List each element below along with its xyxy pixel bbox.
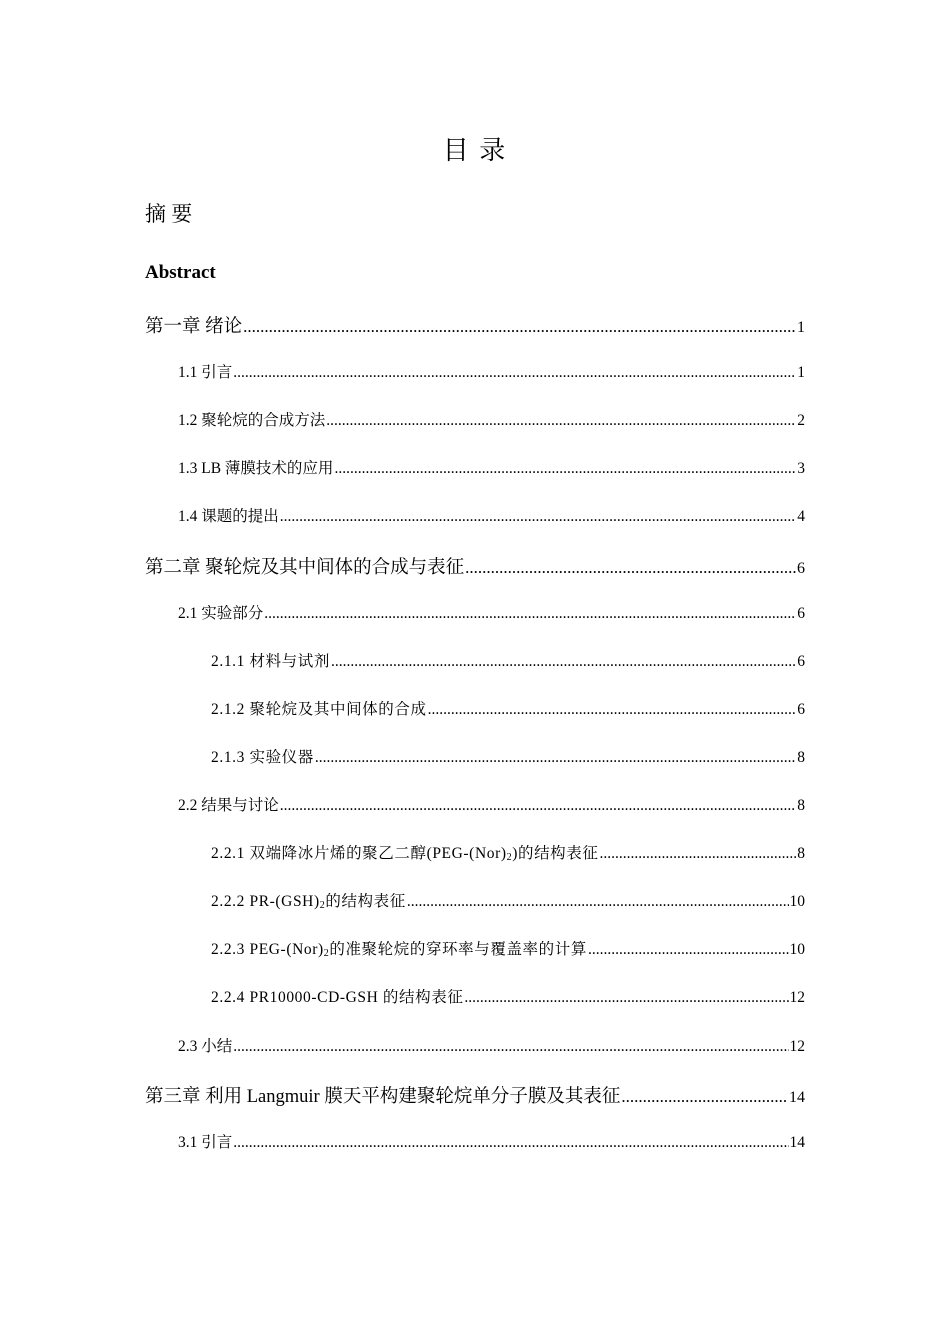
toc-leader-dots (465, 558, 796, 578)
toc-leader-dots (264, 605, 796, 623)
toc-leader-dots (428, 701, 797, 719)
toc-entry-label: 1.3 LB 薄膜技术的应用 (178, 460, 334, 478)
toc-entry-label: 1.1 引言 (178, 364, 233, 382)
toc-entry-page: 8 (797, 748, 805, 766)
toc-entry-label: 2.1 实验部分 (178, 604, 264, 622)
toc-entry-label: 2.1.1 材料与试剂 (211, 652, 330, 670)
toc-entry[interactable] (178, 456, 805, 478)
toc-entry-label: 第二章 聚轮烷及其中间体的合成与表征 (145, 557, 465, 578)
toc-entry-label: 2.2 结果与讨论 (178, 797, 279, 814)
toc-entry-page: 3 (797, 460, 805, 478)
toc-leader-dots (334, 460, 796, 478)
heading-zhaiyao: 摘 要 (145, 202, 193, 226)
toc-entry[interactable] (178, 504, 805, 526)
toc-entry[interactable] (145, 312, 805, 338)
toc-entry-label: 2.2.4 PR10000-CD-GSH 的结构表征 (211, 989, 464, 1007)
toc-entry[interactable] (145, 553, 805, 579)
toc-entry-label: 第一章 绪论 (145, 317, 243, 337)
toc-leader-dots (233, 1134, 788, 1152)
toc-entry[interactable] (178, 1130, 805, 1152)
toc-entry-page: 6 (797, 652, 805, 670)
toc-leader-dots (280, 797, 796, 815)
toc-entry[interactable] (178, 1034, 805, 1056)
toc-leader-dots (243, 317, 796, 337)
toc-entry-page: 8 (797, 797, 805, 814)
toc-leader-dots (326, 412, 796, 430)
toc-entry-page: 10 (789, 893, 805, 911)
toc-leader-dots (599, 845, 796, 863)
toc-entry-label: 3.1 引言 (178, 1133, 233, 1151)
toc-leader-dots (464, 989, 788, 1007)
toc-entry-label: 1.2 聚轮烷的合成方法 (178, 412, 326, 430)
toc-entry[interactable] (211, 745, 805, 767)
toc-entry-label: 2.2.3 PEG-$(Nor)_2$的准聚轮烷的穿环率与覆盖率的计算 (211, 941, 587, 960)
toc-entry-label: 第三章 利用 Langmuir 膜天平构建聚轮烷单分子膜及其表征 (145, 1086, 621, 1107)
heading-abstract: Abstract (145, 262, 216, 283)
toc-entry[interactable] (211, 649, 805, 671)
toc-title: 目 录 (442, 136, 508, 165)
toc-entry-page: 4 (797, 508, 805, 526)
toc-entry-page: 6 (797, 559, 805, 577)
toc-entry-label: 2.3 小结 (178, 1037, 233, 1055)
toc-leader-dots (233, 1038, 788, 1056)
toc-entry-label: 2.1.2 聚轮烷及其中间体的合成 (211, 700, 427, 718)
toc-entry-label: 2.2.1 双端降冰片烯的聚乙二醇$(PEG-(Nor)_2)$的结构表征 (211, 845, 599, 864)
toc-entry[interactable] (145, 1082, 805, 1108)
toc-entry-page: 6 (797, 700, 805, 718)
toc-entry[interactable] (178, 793, 805, 815)
toc-entry-page: 14 (789, 1088, 805, 1106)
toc-leader-dots (280, 508, 796, 526)
toc-entry-page: 6 (797, 604, 805, 622)
toc-entry-page: 10 (789, 941, 805, 959)
toc-leader-dots (331, 653, 796, 671)
toc-entry[interactable] (211, 841, 805, 863)
toc-entry-page: 12 (789, 989, 805, 1007)
toc-leader-dots (588, 941, 789, 959)
toc-entry[interactable] (178, 360, 805, 382)
toc-leader-dots (407, 893, 789, 911)
toc-entry-page: 8 (797, 845, 805, 863)
toc-leader-dots (233, 364, 796, 382)
toc-entry[interactable] (178, 408, 805, 430)
toc-entry[interactable] (178, 601, 805, 623)
toc-entry-label: 1.4 课题的提出 (178, 508, 279, 526)
toc-leader-dots (621, 1087, 788, 1107)
toc-entry-page: 1 (797, 319, 805, 336)
toc-entry-label: 2.2.2 $PR-(GSH)_2$的结构表征 (211, 893, 406, 912)
toc-entry-page: 14 (789, 1133, 805, 1151)
toc-entry-page: 1 (797, 364, 805, 382)
toc-entry-page: 12 (789, 1037, 805, 1055)
toc-entry[interactable] (211, 697, 805, 719)
toc-leader-dots (315, 749, 796, 767)
toc-entry[interactable] (211, 985, 805, 1007)
toc-entry-label: 2.1.3 实验仪器 (211, 748, 314, 766)
toc-entry[interactable] (211, 889, 805, 911)
toc-entry[interactable] (211, 937, 805, 959)
toc-entry-page: 2 (797, 412, 805, 430)
